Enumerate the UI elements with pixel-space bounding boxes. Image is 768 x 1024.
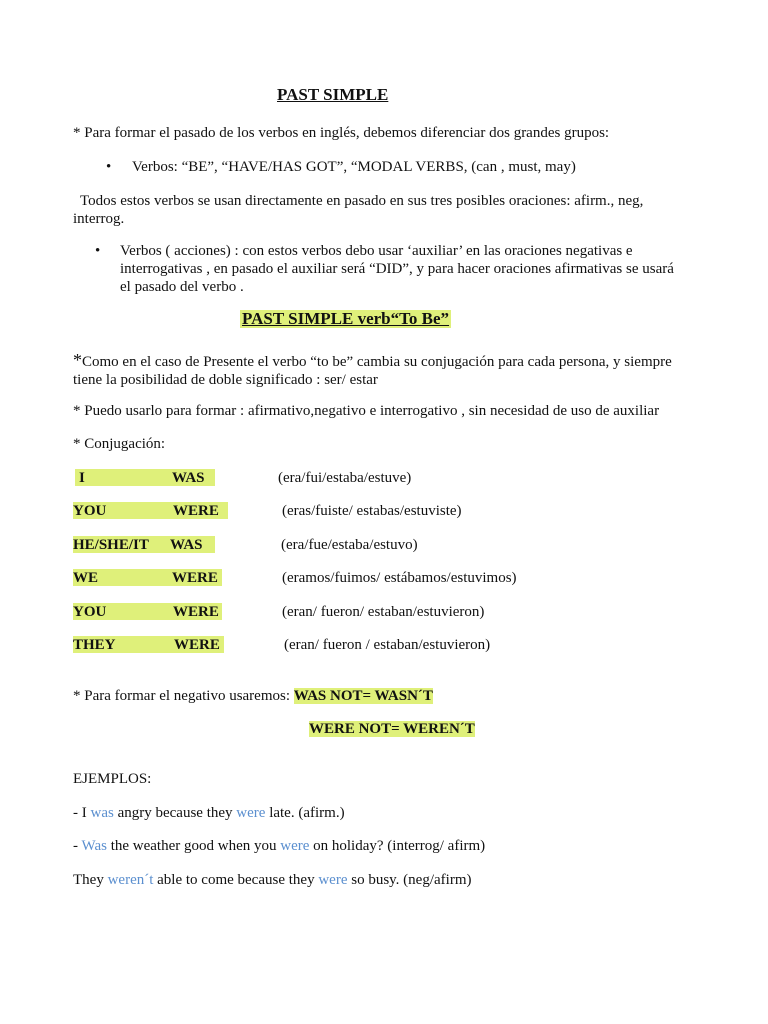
example-text: late. (afirm.) <box>265 805 345 821</box>
paragraph-usage: * Puedo usarlo para formar : afirmativo,negativo e interrogativo , sin necesidad de uso de auxiliar <box>73 403 660 419</box>
example-verb: Was <box>81 838 107 854</box>
example-verb: were <box>236 805 266 821</box>
example-text: able to come because they <box>153 872 319 888</box>
pronoun-verb-highlight <box>75 469 215 486</box>
pronoun: WE <box>73 570 99 586</box>
conjugation-row <box>73 502 673 520</box>
example-text: the weather good when you <box>106 838 281 854</box>
example-verb: weren´t <box>107 872 154 888</box>
meaning: (eramos/fuimos/ estábamos/estuvimos) <box>282 570 517 586</box>
meaning: (era/fui/estaba/estuve) <box>278 470 412 486</box>
conjugation-row <box>73 636 673 654</box>
meaning: (eran/ fueron / estaban/estuvieron) <box>284 637 491 653</box>
pronoun: YOU <box>73 503 107 519</box>
example-verb: were <box>318 872 348 888</box>
example-text: so busy. (neg/afirm) <box>347 872 472 888</box>
conjugation-row <box>73 569 673 587</box>
section-subtitle: PAST SIMPLE verb“To Be” <box>242 309 450 328</box>
pronoun-verb-highlight <box>73 569 222 586</box>
pronoun: HE/SHE/IT <box>73 537 149 553</box>
paragraph-to-be <box>73 351 703 389</box>
conjugation-label: * Conjugación: <box>73 436 166 452</box>
page-title: PAST SIMPLE <box>277 85 389 104</box>
negative-intro: * Para formar el negativo usaremos: <box>73 688 294 704</box>
example-text: angry because they <box>113 805 237 821</box>
pronoun-verb-highlight <box>73 536 215 553</box>
example-text: - <box>73 838 82 854</box>
example-sentence <box>73 837 485 855</box>
pronoun-verb-highlight <box>73 636 224 653</box>
example-text: They <box>73 872 108 888</box>
pronoun: I <box>79 470 85 486</box>
bullet-icon: • <box>95 243 101 259</box>
verb-form: WERE <box>173 503 219 519</box>
verb-form: WERE <box>174 637 220 653</box>
bullet-icon: • <box>106 159 112 175</box>
negative-were-text: WERE NOT= WEREN´T <box>309 721 475 737</box>
verb-form: WAS <box>172 470 205 486</box>
meaning: (eras/fuiste/ estabas/estuviste) <box>282 503 462 519</box>
bullet-item-be-verbs: Verbos: “BE”, “HAVE/HAS GOT”, “MODAL VERBS, (can , must, may) <box>132 159 576 175</box>
meaning: (era/fue/estaba/estuvo) <box>281 537 418 553</box>
pronoun-verb-highlight <box>73 502 228 519</box>
example-text: - I <box>73 805 91 821</box>
example-verb: were <box>280 838 310 854</box>
verb-form: WERE <box>173 604 219 620</box>
example-sentence <box>73 871 471 889</box>
conjugation-row <box>73 536 673 554</box>
example-verb: was <box>90 805 114 821</box>
negative-was: WAS NOT= WASN´T <box>293 688 433 704</box>
paragraph-to-be-text: Como en el caso de Presente el verbo “to be” cambia su conjugación para cada persona, y siempre tiene la posibilidad de doble significado : ser/ estar <box>73 354 672 388</box>
pronoun-verb-highlight <box>73 603 222 620</box>
pronoun: THEY <box>73 637 116 653</box>
bullet-item-action-verbs: Verbos ( acciones) : con estos verbos debo usar ‘auxiliar’ en las oraciones negativas e interrogativas , en pasado el auxiliar será “DID”, y para hacer oraciones afirmativas se usará el pasado del verbo . <box>120 243 674 295</box>
pronoun: YOU <box>73 604 107 620</box>
example-text: on holiday? (interrog/ afirm) <box>309 838 486 854</box>
conjugation-row <box>73 469 673 487</box>
intro-paragraph: * Para formar el pasado de los verbos en inglés, debemos diferenciar dos grandes grupos: <box>73 125 610 141</box>
meaning: (eran/ fueron/ estaban/estuvieron) <box>282 604 485 620</box>
verb-form: WAS <box>170 537 203 553</box>
example-sentence <box>73 804 345 822</box>
verb-form: WERE <box>172 570 218 586</box>
negative-rule <box>73 687 433 705</box>
paragraph-direct-past: Todos estos verbos se usan directamente en pasado en sus tres posibles oraciones: afirm., neg, interrog. <box>73 193 644 227</box>
negative-were <box>309 720 475 738</box>
conjugation-row <box>73 603 673 621</box>
asterisk: * <box>73 350 82 370</box>
examples-label: EJEMPLOS: <box>73 771 152 787</box>
